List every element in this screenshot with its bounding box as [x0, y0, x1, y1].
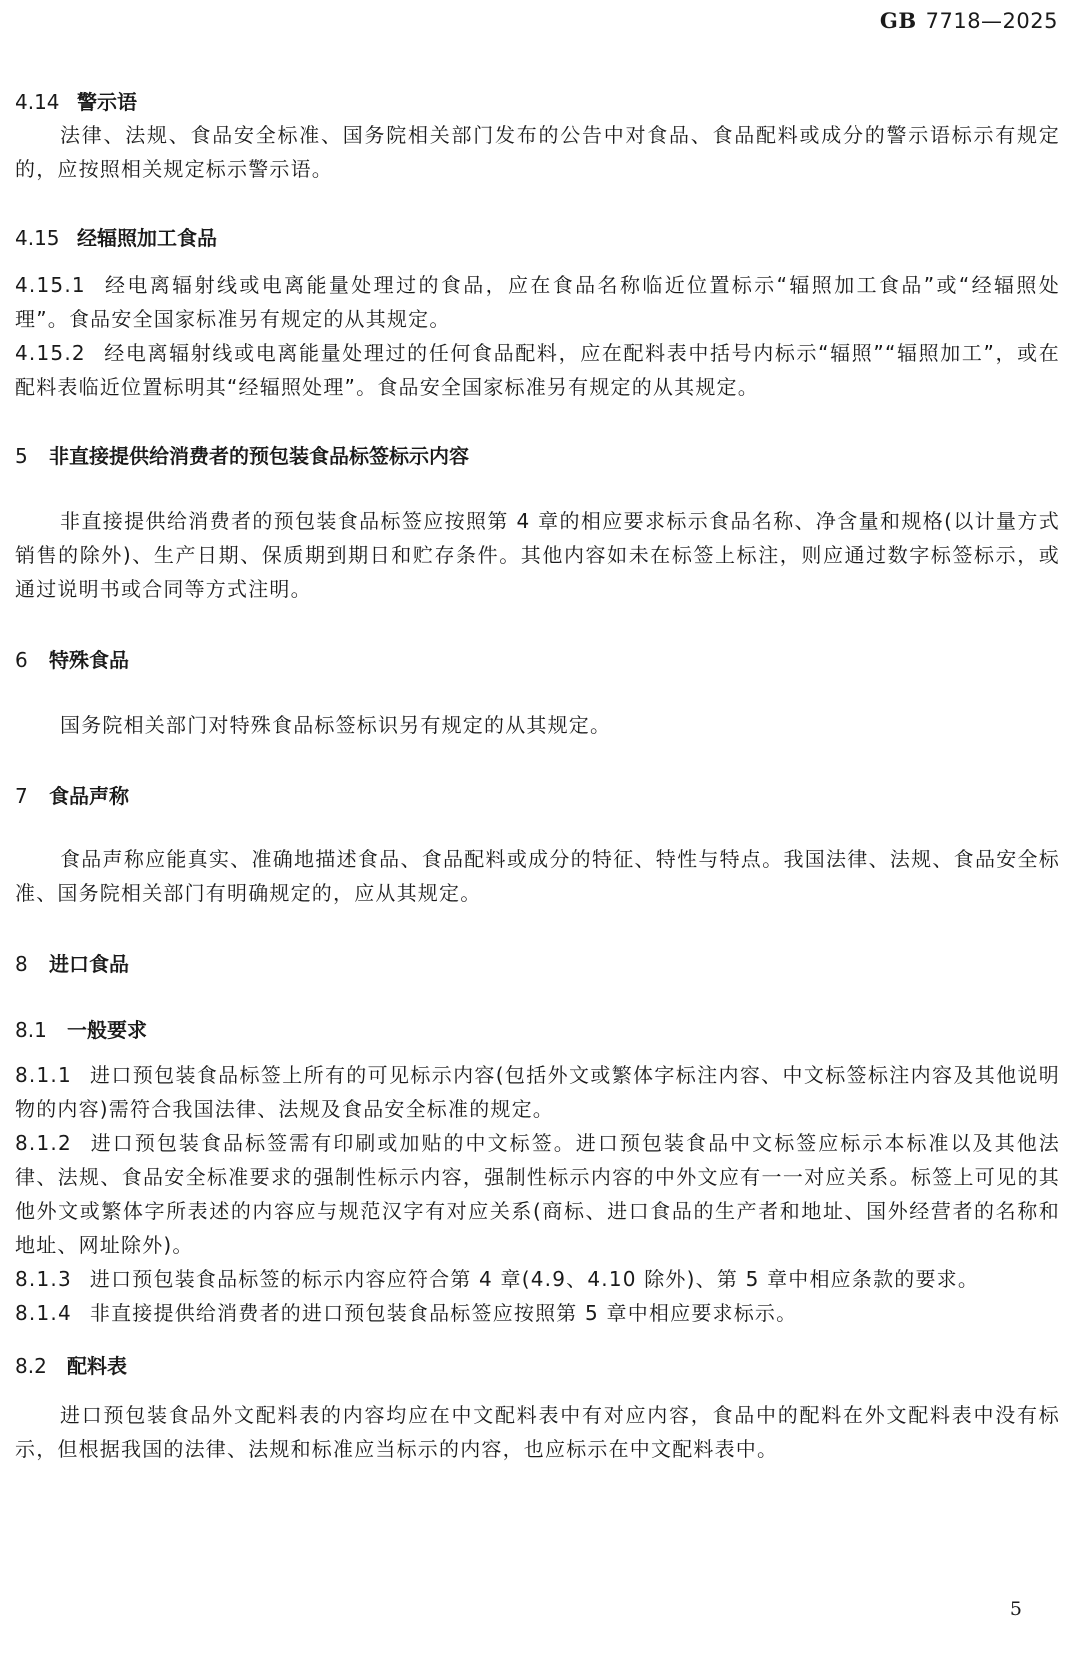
clause-text: 经电离辐射线或电离能量处理过的食品，应在食品名称临近位置标示“辐照加工食品”或“经辐照处理”。食品安全国家标准另有规定的从其规定。 — [15, 273, 1060, 331]
heading-title: 特殊食品 — [49, 648, 129, 672]
heading-number: 6 — [15, 648, 28, 672]
heading-number: 8 — [15, 952, 28, 976]
heading-8-1 — [15, 1014, 147, 1043]
page-number: 5 — [1009, 1598, 1022, 1620]
standard-number: 7718—2025 — [925, 9, 1058, 33]
clause-8-1-4 — [15, 1296, 1060, 1330]
clause-text: 非直接提供给消费者的进口预包装食品标签应按照第 5 章中相应要求标示。 — [89, 1301, 798, 1325]
clause-text: 经电离辐射线或电离能量处理过的任何食品配料，应在配料表中括号内标示“辐照”“辐照加工”，或在配料表临近位置标明其“经辐照处理”。食品安全国家标准另有规定的从其规定。 — [15, 341, 1060, 399]
clause-4-15-2 — [15, 336, 1060, 404]
heading-title: 食品声称 — [49, 784, 129, 808]
clause-number: 4.15.2 — [15, 341, 86, 365]
paragraph-5: 非直接提供给消费者的预包装食品标签应按照第 4 章的相应要求标示食品名称、净含量和规格(以计量方式销售的除外)、生产日期、保质期到期日和贮存条件。其他内容如未在标签上标注，则应通过数字标签标示，或通过说明书或合同等方式注明。 — [15, 509, 1060, 601]
heading-8 — [15, 948, 129, 977]
heading-title: 一般要求 — [67, 1018, 147, 1042]
heading-number: 4.14 — [15, 90, 60, 114]
heading-title: 警示语 — [77, 90, 137, 114]
clause-text: 进口预包装食品标签需有印刷或加贴的中文标签。进口预包装食品中文标签应标示本标准以及其他法律、法规、食品安全标准要求的强制性标示内容，强制性标示内容的中外文应有一一对应关系。标签上可见的其他外文或繁体字所表述的内容应与规范汉字有对应关系(商标、进口食品的生产者和地址、国外经营者的名称和地址、网址除外)。 — [15, 1131, 1060, 1257]
clause-number: 4.15.1 — [15, 273, 86, 297]
paragraph-8-2: 进口预包装食品外文配料表的内容均应在中文配料表中有对应内容，食品中的配料在外文配料表中没有标示，但根据我国的法律、法规和标准应当标示的内容，也应标示在中文配料表中。 — [15, 1403, 1060, 1461]
standard-code: GB — [879, 8, 917, 33]
heading-number: 5 — [15, 444, 28, 468]
page-header — [880, 8, 1058, 33]
clause-8-1-1 — [15, 1058, 1060, 1126]
clause-8-1-3 — [15, 1262, 1060, 1296]
heading-5 — [15, 440, 469, 469]
clause-number: 8.1.4 — [15, 1301, 72, 1325]
heading-title: 非直接提供给消费者的预包装食品标签标示内容 — [49, 444, 469, 468]
clause-text: 进口预包装食品标签的标示内容应符合第 4 章(4.9、4.10 除外)、第 5 章中相应条款的要求。 — [89, 1267, 980, 1291]
heading-8-2 — [15, 1350, 127, 1379]
heading-title: 配料表 — [67, 1354, 127, 1378]
heading-title: 进口食品 — [49, 952, 129, 976]
heading-title: 经辐照加工食品 — [77, 226, 217, 250]
clause-text: 进口预包装食品标签上所有的可见标示内容(包括外文或繁体字标注内容、中文标签标注内容及其他说明物的内容)需符合我国法律、法规及食品安全标准的规定。 — [15, 1063, 1060, 1121]
clause-8-1-2 — [15, 1126, 1060, 1262]
clause-number: 8.1.1 — [15, 1063, 72, 1087]
paragraph-6: 国务院相关部门对特殊食品标签标识另有规定的从其规定。 — [60, 713, 612, 737]
clause-4-15-1 — [15, 268, 1060, 336]
heading-number: 8.1 — [15, 1018, 47, 1042]
heading-7 — [15, 780, 129, 809]
heading-4-14 — [15, 86, 137, 115]
clause-number: 8.1.3 — [15, 1267, 72, 1291]
paragraph-4-14: 法律、法规、食品安全标准、国务院相关部门发布的公告中对食品、食品配料或成分的警示语标示有规定的，应按照相关规定标示警示语。 — [15, 123, 1060, 181]
heading-4-15 — [15, 222, 217, 251]
heading-6 — [15, 644, 129, 673]
heading-number: 8.2 — [15, 1354, 47, 1378]
paragraph-7: 食品声称应能真实、准确地描述食品、食品配料或成分的特征、特性与特点。我国法律、法规、食品安全标准、国务院相关部门有明确规定的，应从其规定。 — [15, 847, 1060, 905]
heading-number: 7 — [15, 784, 28, 808]
heading-number: 4.15 — [15, 226, 60, 250]
clause-number: 8.1.2 — [15, 1131, 72, 1155]
